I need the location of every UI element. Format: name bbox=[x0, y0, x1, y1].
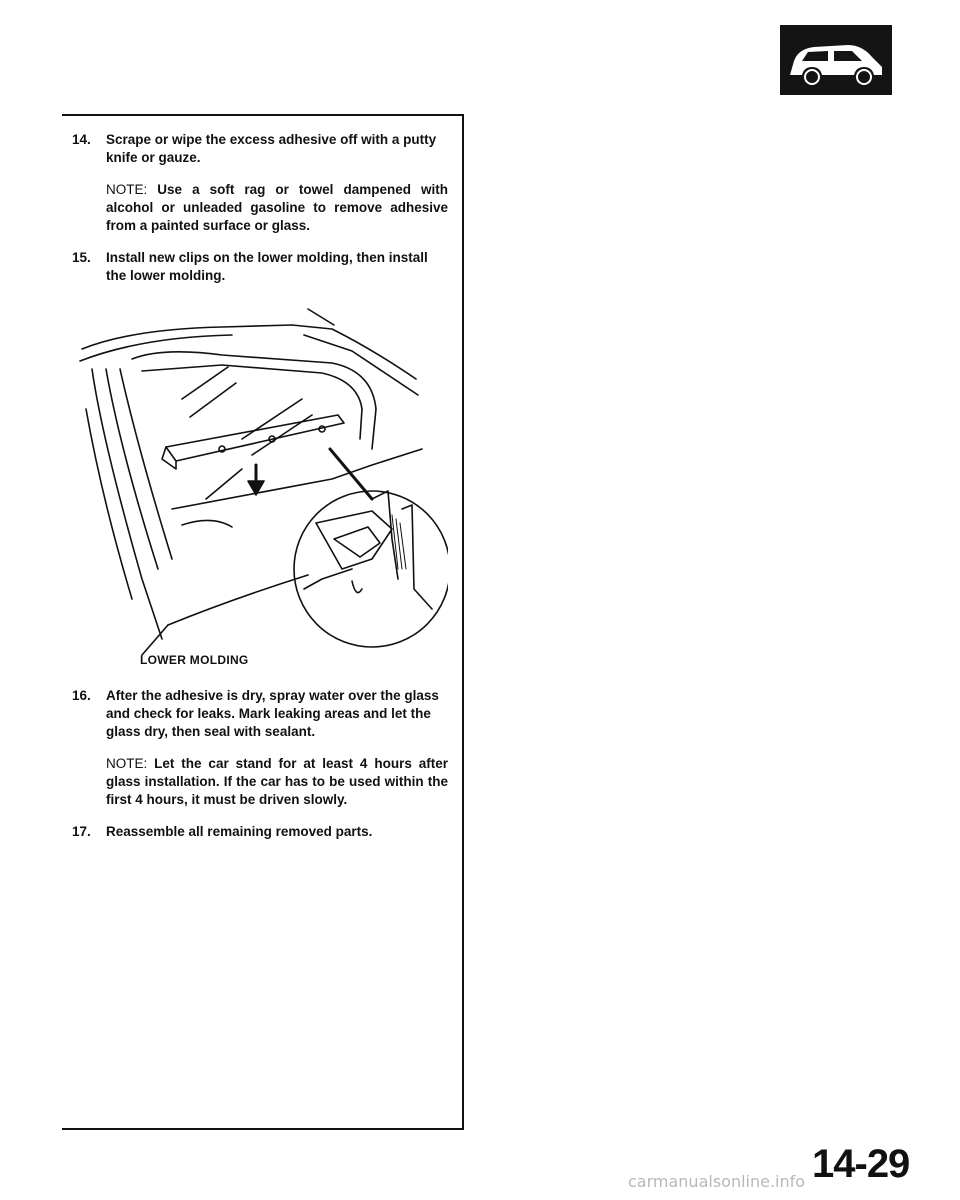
step-number: 16. bbox=[72, 688, 91, 703]
figure-label-lower-molding: LOWER MOLDING bbox=[140, 653, 249, 667]
step-number: 17. bbox=[72, 824, 91, 839]
step-15 bbox=[72, 249, 448, 285]
step-16 bbox=[72, 687, 448, 741]
footer-watermark: carmanualsonline.info bbox=[628, 1172, 806, 1191]
panel-right-border bbox=[462, 114, 464, 1130]
step-17 bbox=[72, 823, 448, 841]
procedure-content bbox=[72, 131, 448, 855]
note-label: NOTE: bbox=[106, 756, 148, 771]
page-number: 14-29 bbox=[812, 1142, 910, 1186]
note-adhesive-removal bbox=[72, 181, 448, 235]
note-label: NOTE: bbox=[106, 182, 148, 197]
note-text: Use a soft rag or towel dampened with alcohol or unleaded gasoline to remove adhesive from a painted surface or glass. bbox=[106, 182, 448, 233]
step-text: After the adhesive is dry, spray water over the glass and check for leaks. Mark leaking areas and let the glass dry, then seal with sealant. bbox=[106, 688, 439, 739]
step-number: 14. bbox=[72, 132, 91, 147]
car-body-icon bbox=[780, 25, 892, 95]
step-text: Install new clips on the lower molding, then install the lower molding. bbox=[106, 250, 428, 283]
note-curing-time bbox=[72, 755, 448, 809]
note-text: Let the car stand for at least 4 hours after glass installation. If the car has to be used within the first 4 hours, it must be driven slowly. bbox=[106, 756, 448, 807]
step-text: Reassemble all remaining removed parts. bbox=[106, 824, 373, 839]
step-number: 15. bbox=[72, 250, 91, 265]
step-14 bbox=[72, 131, 448, 167]
panel-bottom-border bbox=[62, 1128, 464, 1130]
step-text: Scrape or wipe the excess adhesive off with a putty knife or gauze. bbox=[106, 132, 437, 165]
lower-molding-illustration bbox=[72, 299, 448, 673]
panel-top-border bbox=[62, 114, 464, 116]
